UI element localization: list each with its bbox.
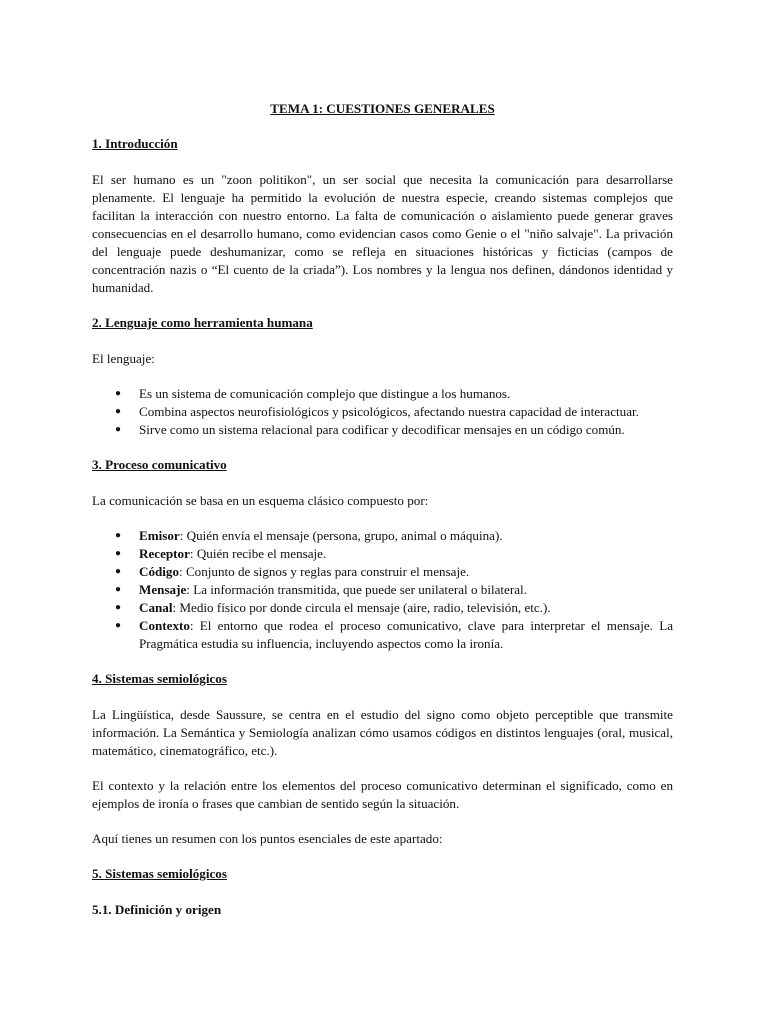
list-item: [92, 581, 673, 599]
list-item-text: : El entorno que rodea el proceso comunicativo, clave para interpretar el mensaje. La Pragmática estudia su influencia, incluyendo aspectos como la ironía.: [139, 618, 673, 651]
list-item: [92, 527, 673, 545]
document-page: [92, 100, 673, 937]
section-2-intro: El lenguaje:: [92, 351, 155, 366]
bullet-icon: ●: [115, 388, 122, 399]
bullet-icon: ●: [115, 602, 122, 613]
section-2-list: [92, 385, 673, 439]
section-4-paragraph-3: Aquí tienes un resumen con los puntos esenciales de este apartado:: [92, 831, 443, 846]
section-5-1-subheading: 5.1. Definición y origen: [92, 902, 222, 917]
section-1-paragraph: El ser humano es un "zoon politikon", un ser social que necesita la comunicación para desarrollarse plenamente. El lenguaje ha permitido la evolución de nuestra especie, creando sistemas complejos que facilitan la interacción con nuestro entorno. La falta de comunicación o aislamiento puede generar graves consecuencias en el desarrollo humano, como evidencian casos como Genie o el "niño salvaje". La privación del lenguaje puede deshumanizar, como se refleja en situaciones históricas y ficticias (campos de concentración nazis o “El cuento de la criada”). Los nombres y la lengua nos definen, dándonos identidad y humanidad.: [92, 172, 673, 295]
section-4-heading: 4. Sistemas semiológicos: [92, 671, 227, 686]
list-item: [92, 403, 673, 421]
section-3-heading: 3. Proceso comunicativo: [92, 457, 227, 472]
bullet-icon: ●: [115, 566, 122, 577]
bullet-icon: ●: [115, 406, 122, 417]
list-item: [92, 617, 673, 653]
section-4-paragraph-1: La Lingüística, desde Saussure, se centra en el estudio del signo como objeto perceptible que transmite información. La Semántica y Semiología analizan cómo usamos códigos en distintos lenguajes (oral, musical, matemático, cinematográfico, etc.).: [92, 707, 673, 758]
list-item-text: : Medio físico por donde circula el mensaje (aire, radio, televisión, etc.).: [172, 600, 551, 615]
list-item-text: Sirve como un sistema relacional para codificar y decodificar mensajes en un código común.: [139, 422, 625, 437]
bullet-icon: ●: [115, 530, 122, 541]
section-3-intro: La comunicación se basa en un esquema clásico compuesto por:: [92, 493, 429, 508]
section-5-heading: 5. Sistemas semiológicos: [92, 866, 227, 881]
list-item-term: Emisor: [139, 528, 180, 543]
bullet-icon: ●: [115, 620, 122, 631]
list-item-text: : Conjunto de signos y reglas para construir el mensaje.: [179, 564, 470, 579]
list-item-text: : Quién recibe el mensaje.: [189, 546, 327, 561]
list-item-text: : La información transmitida, que puede ser unilateral o bilateral.: [186, 582, 527, 597]
list-item-term: Canal: [139, 600, 173, 615]
list-item: [92, 421, 673, 439]
section-3-list: [92, 527, 673, 653]
list-item-text: : Quién envía el mensaje (persona, grupo, animal o máquina).: [179, 528, 503, 543]
section-1-heading: 1. Introducción: [92, 136, 178, 151]
list-item-term: Contexto: [139, 618, 190, 633]
list-item: [92, 563, 673, 581]
list-item-term: Receptor: [139, 546, 190, 561]
list-item-text: Combina aspectos neurofisiológicos y psicológicos, afectando nuestra capacidad de interactuar.: [139, 404, 639, 419]
list-item: [92, 599, 673, 617]
list-item: [92, 385, 673, 403]
document-title: TEMA 1: CUESTIONES GENERALES: [270, 101, 495, 116]
bullet-icon: ●: [115, 548, 122, 559]
bullet-icon: ●: [115, 424, 122, 435]
list-item-term: Código: [139, 564, 180, 579]
bullet-icon: ●: [115, 584, 122, 595]
list-item-term: Mensaje: [139, 582, 187, 597]
section-4-paragraph-2: El contexto y la relación entre los elementos del proceso comunicativo determinan el significado, como en ejemplos de ironía o frases que cambian de sentido según la situación.: [92, 778, 673, 811]
list-item: [92, 545, 673, 563]
section-2-heading: 2. Lenguaje como herramienta humana: [92, 315, 313, 330]
list-item-text: Es un sistema de comunicación complejo que distingue a los humanos.: [139, 386, 511, 401]
